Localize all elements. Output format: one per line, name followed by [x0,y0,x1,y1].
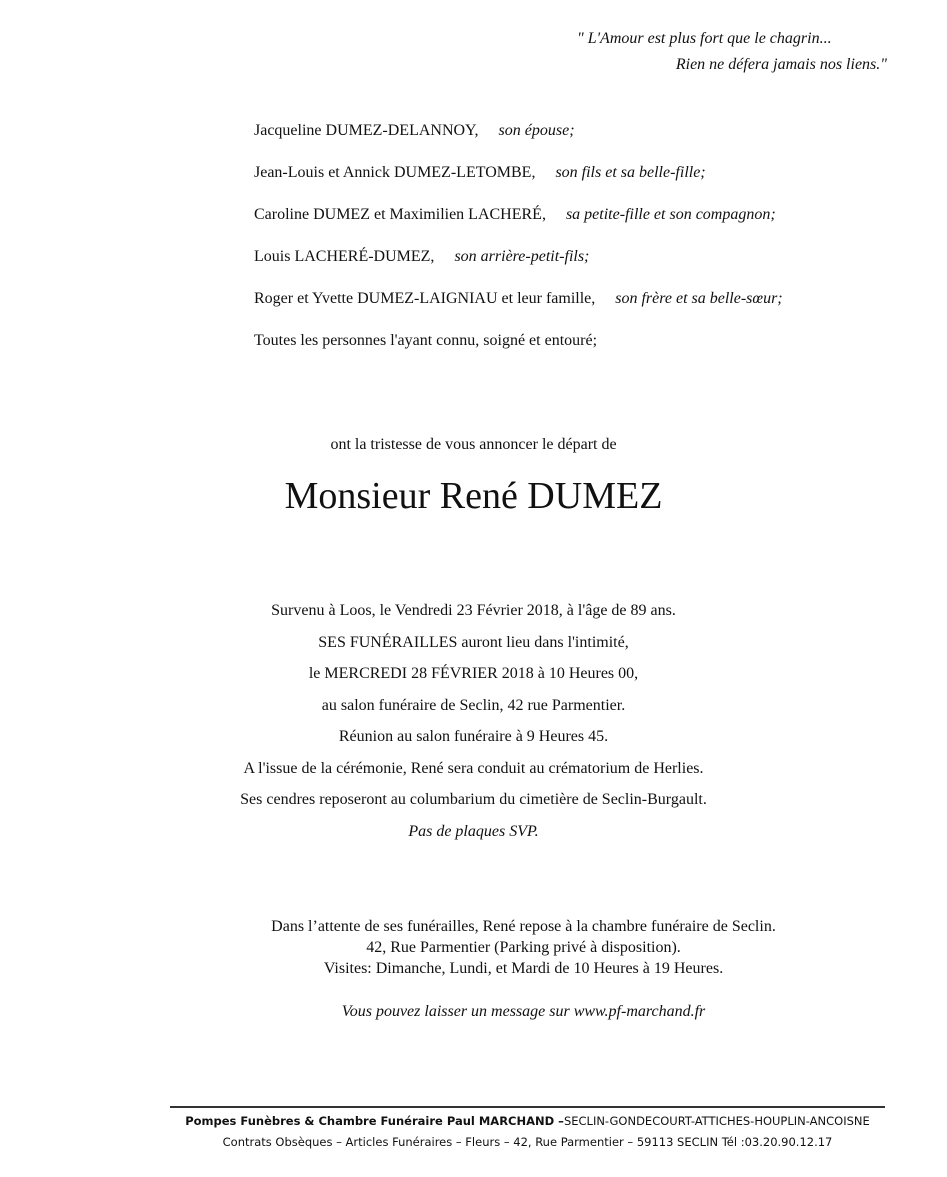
visitation-info [0,918,947,981]
family-name: Caroline DUMEZ et Maximilien LACHERÉ, [254,206,546,223]
detail-line: le MERCREDI 28 FÉVRIER 2018 à 10 Heures 00, [308,665,639,682]
family-name: Toutes les personnes l'ayant connu, soigné et entouré; [254,332,598,349]
family-row [254,248,783,290]
family-name: Jean-Louis et Annick DUMEZ-LETOMBE, [254,164,536,181]
family-row [254,206,783,248]
family-row [254,332,783,374]
online-message-link[interactable]: Vous pouvez laisser un message sur www.pf-marchand.fr [341,1003,706,1020]
detail-line: Réunion au salon funéraire à 9 Heures 45. [338,728,609,745]
family-row [254,122,783,164]
footer-services: Contrats Obsèques – Articles Funéraires – Fleurs – 42, Rue Parmentier – 59113 SECLIN Tél :03.20.90.12.17 [222,1135,833,1149]
footer-company [170,1114,885,1128]
footer-company-name: Pompes Funèbres & Chambre Funéraire Paul MARCHAND – [185,1114,564,1128]
family-relation: son fils et sa belle-fille; [555,164,706,181]
epigraph-line-1: " L'Amour est plus fort que le chagrin... [577,30,832,47]
footer-divider [170,1106,885,1108]
family-row [254,164,783,206]
family-relation: son arrière-petit-fils; [454,248,590,265]
no-plaques-note: Pas de plaques SVP. [408,822,539,840]
family-relation: son frère et sa belle-sœur; [615,290,783,307]
funeral-details [0,602,947,854]
deceased-name: Monsieur René DUMEZ [284,475,663,517]
detail-line: A l'issue de la cérémonie, René sera conduit au crématorium de Herlies. [243,759,704,777]
detail-line: SES FUNÉRAILLES auront lieu dans l'intimité, [318,633,629,651]
family-name: Louis LACHERÉ-DUMEZ, [254,248,435,265]
epigraph-line-2: Rien ne défera jamais nos liens." [675,56,887,73]
visitation-line: Visites: Dimanche, Lundi, et Mardi de 10 Heures à 19 Heures. [323,960,724,977]
family-name: Roger et Yvette DUMEZ-LAIGNIAU et leur famille, [254,290,596,307]
detail-line: Survenu à Loos, le Vendredi 23 Février 2018, à l'âge de 89 ans. [271,602,676,619]
family-relation: sa petite-fille et son compagnon; [565,206,776,223]
visitation-line: Dans l’attente de ses funérailles, René repose à la chambre funéraire de Seclin. [271,918,776,935]
visitation-line: 42, Rue Parmentier (Parking privé à disposition). [366,939,681,956]
family-relation: son épouse; [498,122,575,139]
family-list [254,122,783,374]
detail-line: au salon funéraire de Seclin, 42 rue Parmentier. [321,696,626,714]
detail-line: Ses cendres reposeront au columbarium du cimetière de Seclin-Burgault. [240,791,707,808]
footer-locations: SECLIN-GONDECOURT-ATTICHES-HOUPLIN-ANCOISNE [563,1114,870,1128]
announcement-intro: ont la tristesse de vous annoncer le départ de [330,436,617,453]
family-name: Jacqueline DUMEZ-DELANNOY, [254,122,479,139]
family-row [254,290,783,332]
